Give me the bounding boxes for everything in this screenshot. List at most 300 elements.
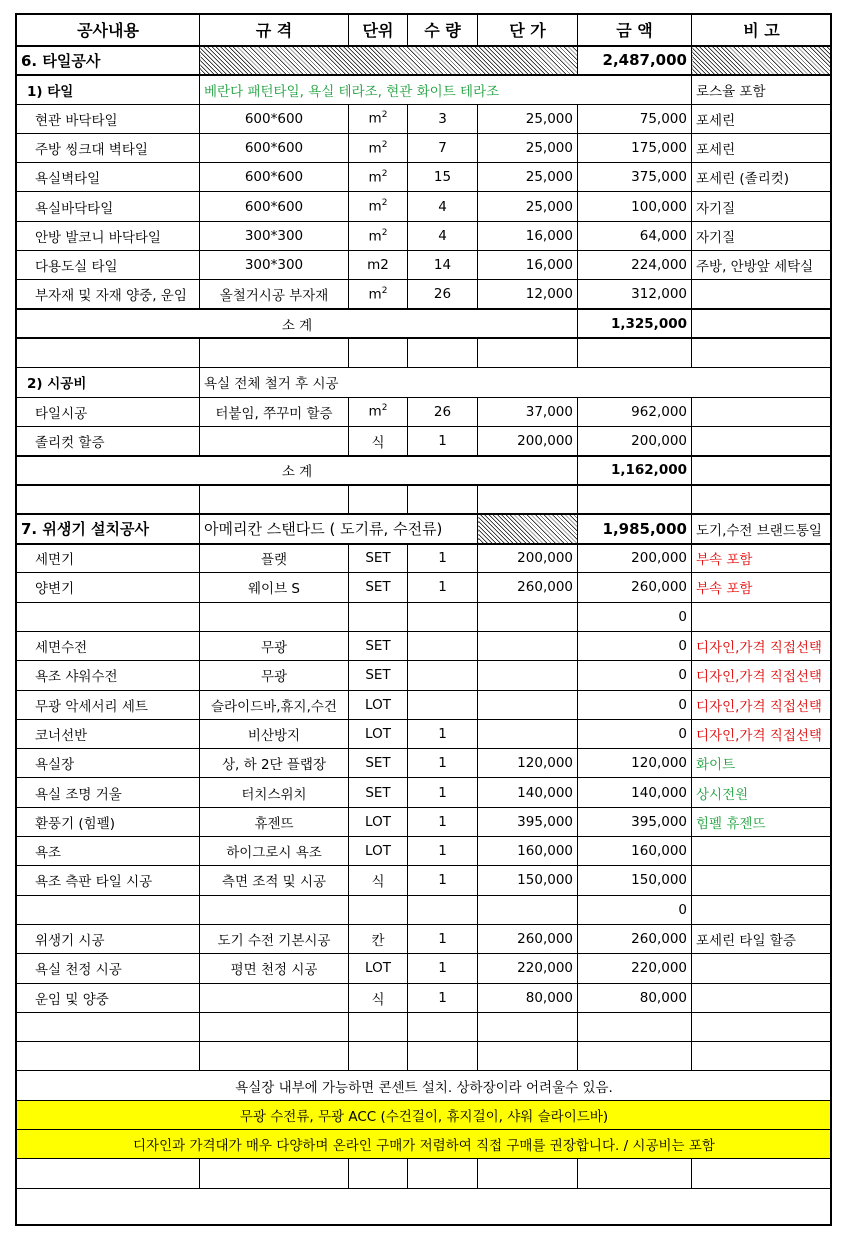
header-cell: 비 고 [692,15,832,46]
item-name: 욕조 샤워수전 [17,661,200,690]
table-row [17,544,832,573]
item-price: 200,000 [478,426,578,455]
item-unit [349,866,408,895]
item-note [692,895,832,924]
table-row [17,837,832,866]
unit-superscript: 2 [381,198,388,209]
item-name: 타일시공 [17,397,200,426]
empty-cell [17,1042,200,1071]
item-note: 디자인,가격 직접선택 [692,631,832,660]
item-amount: 100,000 [578,192,692,221]
unit-text: m [368,110,382,127]
unit-superscript: 2 [381,169,388,180]
item-price: 16,000 [478,251,578,280]
item-price [478,631,578,660]
table-row [17,924,832,953]
item-note [692,837,832,866]
unit-text: 식 [371,874,385,891]
item-name: 현관 바닥타일 [17,104,200,133]
item-price: 120,000 [478,749,578,778]
item-name [17,602,200,631]
item-note [692,983,832,1012]
item-name: 부자재 및 자재 양중, 운임 [17,280,200,309]
unit-text: SET [365,579,391,596]
empty-cell [578,485,692,514]
item-qty: 1 [408,573,478,602]
item-spec [200,983,349,1012]
empty-cell [349,1012,408,1041]
item-spec: 평면 천정 시공 [200,954,349,983]
table-row [17,133,832,162]
unit-text: LOT [365,960,391,977]
item-spec: 300*300 [200,251,349,280]
item-unit [349,104,408,133]
unit-text: SET [365,638,391,655]
empty-cell [408,485,478,514]
unit-text: SET [365,667,391,684]
item-qty: 1 [408,983,478,1012]
item-price: 25,000 [478,192,578,221]
empty-cell [692,338,832,367]
item-amount: 395,000 [578,807,692,836]
item-unit [349,602,408,631]
item-name: 위생기 시공 [17,924,200,953]
item-name: 욕실 천정 시공 [17,954,200,983]
item-qty: 26 [408,280,478,309]
hatched-cell [200,46,578,75]
item-unit [349,573,408,602]
item-price: 16,000 [478,221,578,250]
item-name: 환풍기 (힘펠) [17,807,200,836]
item-note [692,954,832,983]
subsection-spec: 욕실 전체 철거 후 시공 [200,368,832,397]
item-note: 화이트 [692,749,832,778]
table-row [17,690,832,719]
unit-superscript: 2 [381,403,388,414]
subtotal-row [17,309,832,338]
item-name: 주방 씽크대 벽타일 [17,133,200,162]
item-name: 욕실바닥타일 [17,192,200,221]
item-amount: 150,000 [578,866,692,895]
item-amount: 312,000 [578,280,692,309]
unit-text: 식 [371,434,385,451]
table-row [17,719,832,748]
item-price: 37,000 [478,397,578,426]
subtotal-label: 소 계 [17,309,578,338]
item-note: 자기질 [692,221,832,250]
item-name: 안방 발코니 바닥타일 [17,221,200,250]
subtotal-amount: 1,162,000 [578,456,692,485]
item-amount: 375,000 [578,163,692,192]
item-unit [349,954,408,983]
empty-cell [200,485,349,514]
item-unit [349,983,408,1012]
table-row [17,426,832,455]
item-qty: 4 [408,221,478,250]
item-price: 260,000 [478,924,578,953]
section-total: 1,985,000 [578,514,692,543]
header-cell: 규 격 [200,15,349,46]
item-amount: 220,000 [578,954,692,983]
blank-row [17,1159,832,1188]
item-spec: 300*300 [200,221,349,250]
item-name: 운임 및 양중 [17,983,200,1012]
subsection-tile-row [17,75,832,104]
item-note: 부속 포함 [692,573,832,602]
item-name: 졸리컷 할증 [17,426,200,455]
item-note: 포세린 타일 할증 [692,924,832,953]
highlight-row [17,1100,832,1129]
table-row [17,104,832,133]
empty-cell [478,1012,578,1041]
item-spec: 하이그로시 욕조 [200,837,349,866]
item-spec: 무광 [200,631,349,660]
note-row [17,1071,832,1100]
item-note: 힘펠 휴젠뜨 [692,807,832,836]
item-spec: 측면 조적 및 시공 [200,866,349,895]
empty-cell [349,1042,408,1071]
empty-cell [408,1159,478,1188]
item-unit [349,807,408,836]
item-amount: 64,000 [578,221,692,250]
table-row [17,661,832,690]
item-unit [349,837,408,866]
empty-cell [692,485,832,514]
item-price: 12,000 [478,280,578,309]
empty-cell [578,1042,692,1071]
unit-text: LOT [365,843,391,860]
empty-cell [478,338,578,367]
unit-text: m [368,169,382,186]
table-row [17,573,832,602]
unit-text: m [368,140,382,157]
item-unit [349,192,408,221]
item-price: 25,000 [478,104,578,133]
header-cell: 단위 [349,15,408,46]
item-qty [408,895,478,924]
item-qty [408,602,478,631]
item-amount: 260,000 [578,924,692,953]
empty-cell [692,456,832,485]
estimate-table [16,14,832,1189]
blank-row [17,338,832,367]
item-amount: 0 [578,602,692,631]
unit-text: LOT [365,696,391,713]
unit-text: LOT [365,725,391,742]
item-amount: 0 [578,631,692,660]
outlet-note: 욕실장 내부에 가능하면 콘센트 설치. 상하장이라 어려울수 있음. [17,1071,832,1100]
unit-text: m [368,228,382,245]
item-amount: 260,000 [578,573,692,602]
header-cell: 수 량 [408,15,478,46]
table-row [17,749,832,778]
item-name [17,895,200,924]
item-qty: 26 [408,397,478,426]
item-amount: 160,000 [578,837,692,866]
item-spec: 플랫 [200,544,349,573]
unit-text: SET [365,755,391,772]
item-note [692,426,832,455]
item-spec: 600*600 [200,133,349,162]
item-amount: 75,000 [578,104,692,133]
item-price: 140,000 [478,778,578,807]
section-sanitary-row [17,514,832,543]
highlight-note: 무광 수전류, 무광 ACC (수건걸이, 휴지걸이, 샤워 슬라이드바) [17,1100,832,1129]
item-note [692,397,832,426]
item-qty: 1 [408,807,478,836]
item-name: 욕조 [17,837,200,866]
table-row [17,954,832,983]
table-row [17,221,832,250]
item-qty: 1 [408,837,478,866]
item-name: 코너선반 [17,719,200,748]
item-qty: 3 [408,104,478,133]
item-note: 포세린 [692,133,832,162]
item-unit [349,690,408,719]
item-amount: 962,000 [578,397,692,426]
item-unit [349,778,408,807]
unit-text: m2 [367,257,389,274]
empty-cell [692,1042,832,1071]
item-note: 디자인,가격 직접선택 [692,690,832,719]
item-note [692,602,832,631]
hatched-cell [478,514,578,543]
table-row [17,895,832,924]
item-name: 양변기 [17,573,200,602]
unit-superscript: 2 [381,286,388,297]
item-unit [349,133,408,162]
subsection-note: 로스율 포함 [692,75,832,104]
item-price: 220,000 [478,954,578,983]
item-spec: 도기 수전 기본시공 [200,924,349,953]
item-note: 포세린 (졸리컷) [692,163,832,192]
unit-superscript: 2 [381,110,388,121]
item-unit [349,544,408,573]
blank-row [17,1012,832,1041]
item-note [692,280,832,309]
item-note: 상시전원 [692,778,832,807]
item-price [478,895,578,924]
highlight-row [17,1129,832,1158]
empty-cell [478,1159,578,1188]
item-amount: 120,000 [578,749,692,778]
item-qty: 7 [408,133,478,162]
hatched-cell [692,46,832,75]
item-amount: 140,000 [578,778,692,807]
item-spec: 슬라이드바,휴지,수건 [200,690,349,719]
item-qty: 1 [408,749,478,778]
item-qty [408,661,478,690]
item-price: 160,000 [478,837,578,866]
empty-cell [578,338,692,367]
item-spec: 비산방지 [200,719,349,748]
item-qty: 1 [408,778,478,807]
header-row [17,15,832,46]
table-row [17,163,832,192]
item-price: 150,000 [478,866,578,895]
item-unit [349,163,408,192]
item-unit [349,221,408,250]
section-total: 2,487,000 [578,46,692,75]
item-amount: 0 [578,895,692,924]
section-spec: 아메리칸 스탠다드 ( 도기류, 수전류) [200,514,478,543]
header-cell: 금 액 [578,15,692,46]
item-name: 세면기 [17,544,200,573]
item-note: 디자인,가격 직접선택 [692,661,832,690]
table-row [17,280,832,309]
empty-cell [17,338,200,367]
item-unit [349,895,408,924]
unit-text: 식 [371,991,385,1008]
item-spec: 올철거시공 부자재 [200,280,349,309]
item-name: 세면수전 [17,631,200,660]
item-note: 주방, 안방앞 세탁실 [692,251,832,280]
table-row [17,251,832,280]
subtotal-label: 소 계 [17,456,578,485]
empty-cell [349,485,408,514]
unit-text: SET [365,550,391,567]
unit-superscript: 2 [381,139,388,150]
item-spec: 무광 [200,661,349,690]
item-unit [349,280,408,309]
item-unit [349,631,408,660]
item-unit [349,749,408,778]
subsection-title: 1) 타일 [17,75,200,104]
item-name: 다용도실 타일 [17,251,200,280]
item-price: 395,000 [478,807,578,836]
item-amount: 0 [578,690,692,719]
empty-cell [17,1159,200,1188]
item-name: 욕실벽타일 [17,163,200,192]
empty-cell [200,1012,349,1041]
unit-text: 칸 [371,933,385,950]
item-note: 포세린 [692,104,832,133]
empty-cell [17,1012,200,1041]
header-cell: 단 가 [478,15,578,46]
table-row [17,778,832,807]
item-spec: 상, 하 2단 플랩장 [200,749,349,778]
subsection-title: 2) 시공비 [17,368,200,397]
item-qty: 14 [408,251,478,280]
item-price [478,690,578,719]
unit-text: SET [365,784,391,801]
empty-cell [408,1042,478,1071]
blank-row [17,1042,832,1071]
table-row [17,631,832,660]
item-spec [200,426,349,455]
item-qty: 1 [408,544,478,573]
item-qty: 1 [408,954,478,983]
highlight-note: 디자인과 가격대가 매우 다양하며 온라인 구매가 저렴하여 직접 구매를 권장합니다. / 시공비는 포함 [17,1129,832,1158]
item-amount: 200,000 [578,544,692,573]
subtotal-row [17,456,832,485]
item-spec: 터붙임, 쭈꾸미 할증 [200,397,349,426]
table-row [17,866,832,895]
item-amount: 80,000 [578,983,692,1012]
item-spec: 웨이브 S [200,573,349,602]
empty-cell [408,338,478,367]
item-price: 25,000 [478,163,578,192]
empty-cell [349,1159,408,1188]
empty-cell [200,1042,349,1071]
unit-text: LOT [365,813,391,830]
table-row [17,192,832,221]
item-name: 무광 악세서리 세트 [17,690,200,719]
item-qty [408,690,478,719]
section-tile-row [17,46,832,75]
table-row [17,397,832,426]
item-note: 디자인,가격 직접선택 [692,719,832,748]
table-row [17,983,832,1012]
item-unit [349,397,408,426]
item-qty: 1 [408,924,478,953]
item-price [478,661,578,690]
item-amount: 175,000 [578,133,692,162]
item-unit [349,924,408,953]
blank-row [17,485,832,514]
empty-cell [478,485,578,514]
item-name: 욕실 조명 거울 [17,778,200,807]
header-cell: 공사내용 [17,15,200,46]
subtotal-amount: 1,325,000 [578,309,692,338]
empty-cell [349,338,408,367]
subsection-spec: 베란다 패턴타일, 욕실 테라조, 현관 화이트 테라조 [200,75,692,104]
item-amount: 0 [578,719,692,748]
item-price [478,719,578,748]
empty-cell [408,1012,478,1041]
item-price: 200,000 [478,544,578,573]
item-qty [408,631,478,660]
section-title: 7. 위생기 설치공사 [17,514,200,543]
item-unit [349,426,408,455]
table-row [17,602,832,631]
unit-text: m [368,403,382,420]
item-qty: 15 [408,163,478,192]
empty-cell [200,338,349,367]
section-note: 도기,수전 브랜드통일 [692,514,832,543]
item-price: 25,000 [478,133,578,162]
item-spec: 600*600 [200,104,349,133]
section-title: 6. 타일공사 [17,46,200,75]
item-unit [349,251,408,280]
unit-superscript: 2 [381,227,388,238]
item-qty: 1 [408,719,478,748]
empty-cell [478,1042,578,1071]
item-name: 욕조 측판 타일 시공 [17,866,200,895]
item-qty: 1 [408,426,478,455]
item-spec: 600*600 [200,192,349,221]
item-unit [349,661,408,690]
empty-cell [578,1012,692,1041]
item-unit [349,719,408,748]
table-row [17,807,832,836]
item-spec [200,895,349,924]
item-amount: 0 [578,661,692,690]
item-note [692,866,832,895]
empty-cell [692,1012,832,1041]
item-qty: 4 [408,192,478,221]
empty-cell [578,1159,692,1188]
unit-text: m [368,286,382,303]
unit-text: m [368,198,382,215]
item-qty: 1 [408,866,478,895]
empty-cell [200,1159,349,1188]
item-name: 욕실장 [17,749,200,778]
item-amount: 224,000 [578,251,692,280]
item-spec: 터치스위치 [200,778,349,807]
item-spec: 휴젠뜨 [200,807,349,836]
item-note: 부속 포함 [692,544,832,573]
